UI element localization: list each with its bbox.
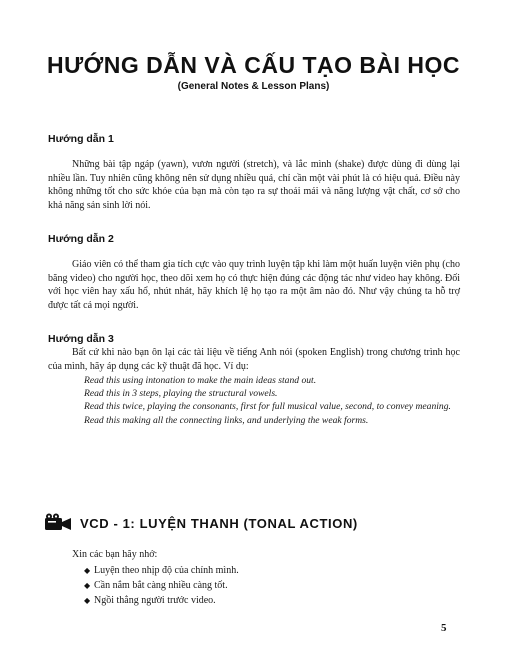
example-item: Read this making all the connecting links, and underlying the weak forms. [84,414,369,426]
reminder-list [84,563,239,608]
example-item: Read this using intonation to make the main ideas stand out. [84,375,317,386]
example-item: Read this in 3 steps, playing the structural vowels. [84,388,278,400]
section-heading-2: Hướng dẫn 2 [48,233,114,245]
section-heading-1: Hướng dẫn 1 [48,133,114,145]
section-text-1: Những bài tập ngáp (yawn), vươn người (stretch), và lắc mình (shake) được dùng đi dùng lại nhiều lần. Tuy nhiên cũng không nên sử dụng nhiều quá, chỉ cần một vài phút là có hiệu quả. Điều này không những tốt cho sức khỏe của bạn mà còn tạo ra sự thoải mái và năng lượng vật chất, cơ sở cho khả năng sản sinh lời nói. [48,159,460,211]
bullet-icon: ◆ [84,566,91,575]
video-camera-icon [44,513,74,533]
vcd-section-header [44,512,358,534]
example-item: Read this twice, playing the consonants, first for full musical value, second, to convey meaning. [84,401,451,413]
list-item: ◆ Cần nắm bắt càng nhiều càng tốt. [84,580,228,591]
list-item: ◆ Ngồi thẳng người trước video. [84,595,216,606]
section-heading-3: Hướng dẫn 3 [48,333,114,345]
page-subtitle: (General Notes & Lesson Plans) [177,81,330,92]
example-list [84,374,464,427]
page-title: HƯỚNG DẪN VÀ CẤU TẠO BÀI HỌC [46,52,461,78]
vcd-title: VCD - 1: LUYỆN THANH (TONAL ACTION) [80,515,358,531]
page-number: 5 [441,622,447,634]
list-item: ◆ Luyện theo nhịp độ của chính mình. [84,565,239,576]
intro-text: Xin các bạn hãy nhớ: [72,549,158,560]
section-text-3: Bất cứ khi nào bạn ôn lại các tài liệu về tiếng Anh nói (spoken English) trong chương trình học của mình, hãy áp dụng các kỹ thuật đã học. Ví dụ: [48,347,460,372]
bullet-icon: ◆ [84,596,91,605]
section-text-2: Giáo viên có thể tham gia tích cực vào quy trình luyện tập khi làm một huấn luyện viên phụ (cho băng video) cho người học, theo dõi xem họ có thực hiện đúng các động tác như video hay không. Đối với học viên hay xấu hổ, nhút nhát, hãy khích lệ họ tạo ra một âm nào đó. Như vậy chúng ta hỗ trợ được tất cả mọi người. [48,259,460,311]
bullet-icon: ◆ [84,581,91,590]
